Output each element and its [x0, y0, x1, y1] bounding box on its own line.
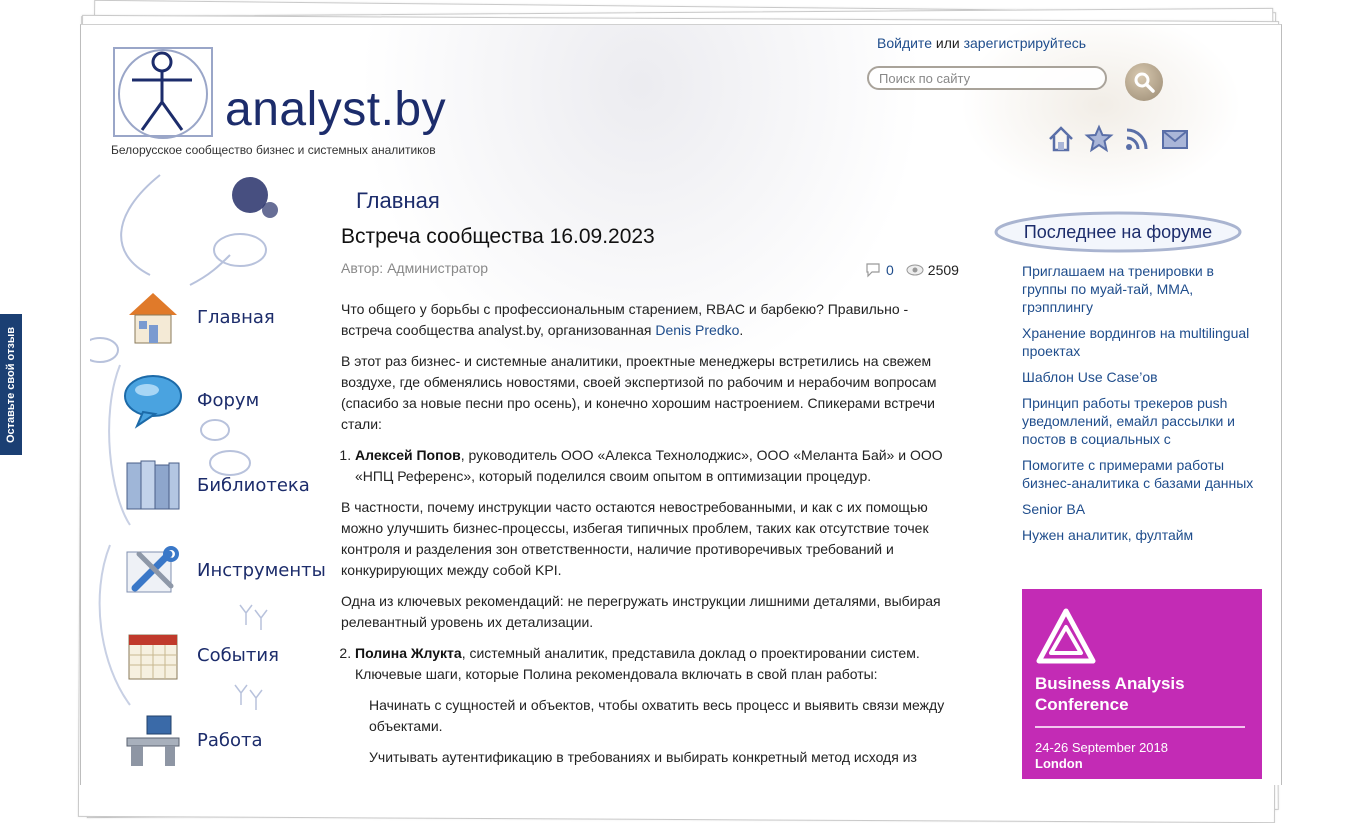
books-icon	[118, 450, 188, 520]
star-icon[interactable]	[1084, 124, 1114, 154]
nav-label: Форум	[197, 389, 260, 411]
comments-count[interactable]: 0	[886, 262, 894, 278]
forum-topic-link[interactable]: Помогите с примерами работы бизнес-аналитика с базами данных	[1022, 457, 1254, 491]
conference-banner[interactable]	[1022, 589, 1262, 779]
paragraph-text: .	[739, 322, 744, 338]
nav-item-forum[interactable]	[118, 365, 328, 435]
article-paragraph: Одна из ключевых рекомендаций: не перегружать инструкции лишними деталями, выбирая релевантный уровень их детализации.	[341, 593, 941, 630]
nav-item-jobs[interactable]	[118, 705, 328, 775]
speech-bubble-icon	[118, 365, 188, 435]
vitruvian-logo-icon[interactable]	[110, 44, 216, 140]
banner-divider	[1035, 726, 1245, 728]
search-button[interactable]	[1125, 63, 1163, 101]
step-item: Учитывать аутентификацию в требованиях и выбирать конкретный метод исходя из	[369, 749, 917, 765]
nav-label: Инструменты	[197, 559, 326, 581]
speaker-list	[341, 445, 956, 487]
auth-or-text: или	[935, 35, 960, 51]
forum-heading-text: Последнее на форуме	[1023, 221, 1213, 242]
site-tagline: Белорусское сообщество бизнес и системных аналитиков	[111, 143, 436, 157]
site-title[interactable]: analyst.by	[225, 83, 447, 136]
banner-dates: 24-26 September 2018	[1035, 740, 1168, 755]
banner-title: Business Analysis Conference	[1035, 674, 1185, 714]
post-author: Автор: Администратор	[341, 260, 489, 276]
list-item	[1022, 394, 1254, 448]
forum-topic-link[interactable]: Нужен аналитик, фултайм	[1022, 527, 1194, 543]
nav-item-library[interactable]	[118, 450, 328, 520]
auth-links	[877, 35, 1086, 51]
list-item	[1022, 262, 1254, 316]
forum-topic-link[interactable]: Senior BA	[1022, 501, 1086, 517]
search-input[interactable]	[867, 66, 1107, 90]
nav-label: Главная	[197, 306, 275, 328]
steps-list	[355, 695, 956, 768]
feedback-tab[interactable]: Оставьте свой отзыв	[0, 314, 22, 455]
forum-topic-link[interactable]: Шаблон Use Case’ов	[1022, 369, 1158, 385]
article-body	[341, 299, 956, 778]
register-link[interactable]: зарегистрируйтесь	[963, 35, 1087, 51]
article-paragraph: В частности, почему инструкции часто остаются невостребованными, и как с их помощью можно улучшить бизнес-процессы, избегая типичных проблем, таких как отсутствие точек контроля и разделения зон ответственности, наличие противоречивых требований и конкурирующих между собой KPI.	[341, 499, 929, 578]
author-link[interactable]: Denis Predko	[655, 322, 740, 338]
login-link[interactable]: Войдите	[877, 35, 932, 51]
eye-icon	[906, 264, 924, 276]
list-item	[1022, 500, 1254, 518]
speaker-list	[341, 643, 956, 768]
article-paragraph	[341, 299, 956, 341]
forum-topic-link[interactable]: Приглашаем на тренировки в группы по муай-тай, ММА, грэпплингу	[1022, 263, 1214, 315]
nav-label: События	[197, 644, 279, 666]
speaker-text: , руководитель ООО «Алекса Технолоджис», ООО «Меланта Бай» и ООО «НПЦ Референс», который поделился своим опытом в оптимизации процедур.	[355, 447, 943, 484]
triangle-logo-icon	[1035, 607, 1097, 665]
nav-item-tools[interactable]	[118, 535, 328, 605]
speaker-item	[355, 445, 956, 487]
article-paragraph: В этот раз бизнес- и системные аналитики, проектные менеджеры встретились на свежем воздухе, где обменялись новостями, своей экспертизой по рабочим и нерабочим вопросам (спасибо за новые песни про осень), и конечно хорошим настроением. Спикерами встречи стали:	[341, 353, 937, 432]
speaker-name: Алексей Попов	[355, 447, 461, 463]
tools-icon	[118, 535, 188, 605]
views-count: 2509	[927, 262, 959, 278]
list-item	[1022, 324, 1254, 360]
comment-icon	[865, 262, 883, 278]
speaker-name: Полина Жлукта	[355, 645, 462, 661]
house-icon	[118, 282, 188, 352]
list-item	[1022, 456, 1254, 492]
paragraph-text: Что общего у борьбы с профессиональным старением, RBAC и барбекю? Правильно - встреча сообщества analyst.by, организованная	[341, 301, 909, 338]
mail-icon[interactable]	[1160, 124, 1190, 154]
magnifier-icon	[1132, 70, 1156, 94]
desk-icon	[118, 705, 188, 775]
step-item: Начинать с сущностей и объектов, чтобы охватить весь процесс и выявить связи между объектами.	[369, 697, 945, 734]
nav-label: Библиотека	[197, 474, 310, 496]
nav-item-home[interactable]	[118, 282, 328, 352]
nav-label: Работа	[197, 729, 263, 751]
forum-heading	[993, 210, 1243, 254]
home-icon[interactable]	[1046, 124, 1076, 154]
forum-list	[1022, 262, 1254, 552]
banner-location: London	[1035, 756, 1083, 771]
forum-topic-link[interactable]: Хранение вордингов на multilingual проектах	[1022, 325, 1250, 359]
speaker-text: , системный аналитик, представила доклад о проектировании систем. Ключевые шаги, которые Полина рекомендовала включать в свой план работы:	[355, 645, 920, 682]
post-title: Встреча сообщества 16.09.2023	[341, 225, 655, 248]
list-item	[1022, 368, 1254, 386]
rss-icon[interactable]	[1122, 124, 1152, 154]
top-icons	[1046, 124, 1190, 154]
speaker-item	[355, 643, 956, 768]
nav-item-events[interactable]	[118, 620, 328, 690]
breadcrumb-home[interactable]: Главная	[356, 188, 440, 213]
list-item	[1022, 526, 1254, 544]
calendar-icon	[118, 620, 188, 690]
forum-topic-link[interactable]: Принцип работы трекеров push уведомлений, емайл рассылки и постов в социальных с	[1022, 395, 1235, 447]
post-stats	[865, 262, 959, 278]
